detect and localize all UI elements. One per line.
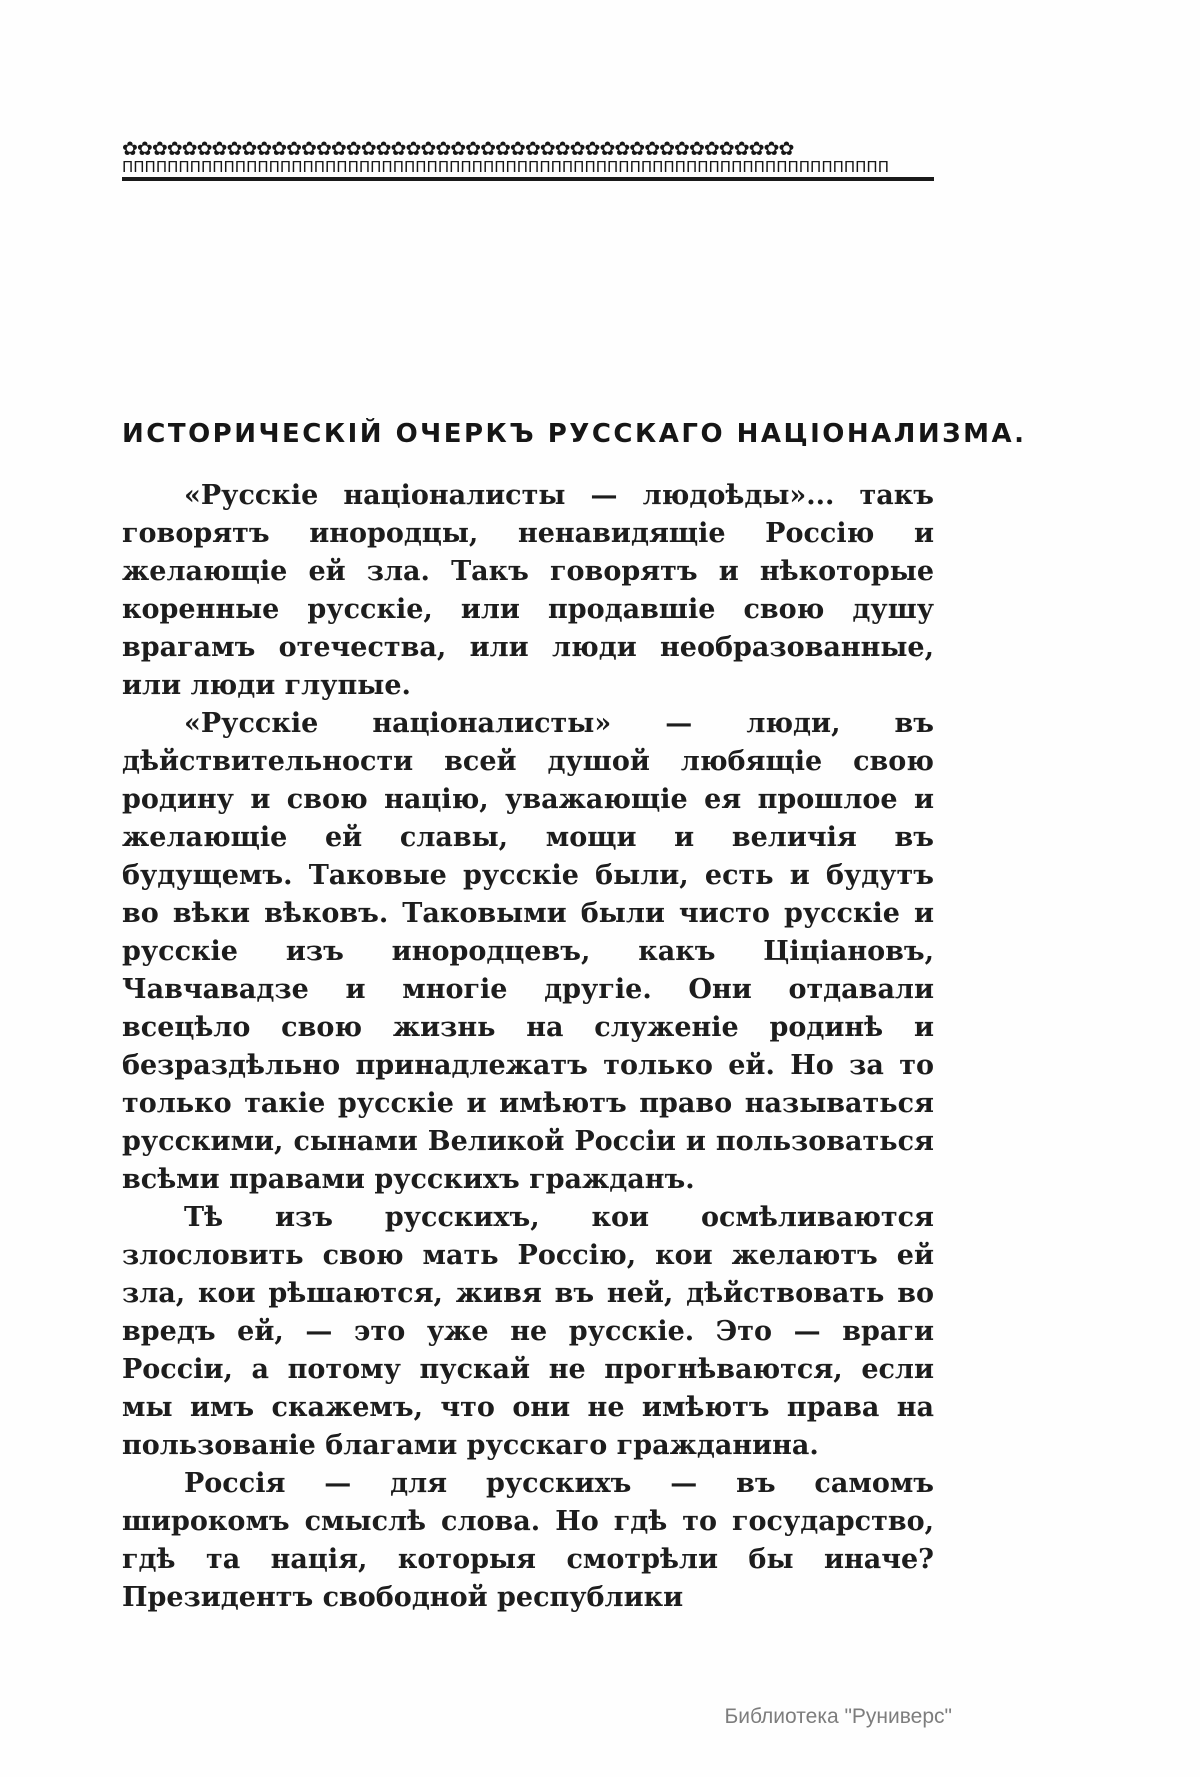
paragraph-2: «Русскіе націоналисты» — люди, въ дѣйствительности всей душой любящіе свою родину и свою націю, уважающіе ея прошлое и желающіе ей славы, мощи и величія въ будущемъ. Таковые русскіе были, есть и будутъ во вѣки вѣковъ. Таковыми были чисто русскіе и русскіе изъ инородцевъ, какъ Ціціановъ, Чавчавадзе и многіе другіе. Они отдавали всецѣло свою жизнь на служеніе родинѣ и безраздѣльно принадлежатъ только ей. Но за то только такіе русскіе и имѣютъ право называться русскими, сынами Великой Россіи и пользоваться всѣми правами русскихъ гражданъ. bbox=[122, 708, 934, 1195]
ornament-border bbox=[122, 138, 934, 181]
ornament-rosette-row-icon: ✿✿✿✿✿✿✿✿✿✿✿✿✿✿✿✿✿✿✿✿✿✿✿✿✿✿✿✿✿✿✿✿✿✿✿✿✿✿✿✿✿✿✿✿✿ bbox=[122, 138, 794, 160]
page-title: ИСТОРИЧЕСКІЙ ОЧЕРКЪ РУССКАГО НАЦІОНАЛИЗМА. bbox=[122, 419, 1027, 449]
paragraph-1: «Русскіе націоналисты — людоѣды»... такъ говорятъ инородцы, ненавидящіе Россію и желающіе ей зла. Такъ говорятъ и нѣкоторые коренные русскіе, или продавшіе свою душу врагамъ отечества, или люди необразованные, или люди глупые. bbox=[122, 480, 934, 701]
ornament-column-row-icon: ΠΠΠΠΠΠΠΠΠΠΠΠΠΠΠΠΠΠΠΠΠΠΠΠΠΠΠΠΠΠΠΠΠΠΠΠΠΠΠΠΠΠΠΠΠΠΠΠΠΠΠΠΠΠΠΠΠΠΠΠΠΠΠΠΠΠΠΠ bbox=[122, 160, 934, 181]
body-text-block bbox=[122, 477, 934, 1617]
library-watermark: Библиотека "Руниверс" bbox=[724, 1705, 952, 1728]
paragraph-3: Тѣ изъ русскихъ, кои осмѣливаются злословить свою мать Россію, кои желаютъ ей зла, кои рѣшаются, живя въ ней, дѣйствовать во вредъ ей, — это уже не русскіе. Это — враги Россіи, а потому пускай не прогнѣваются, если мы имъ скажемъ, что они не имѣютъ права на пользованіе благами русскаго гражданина. bbox=[122, 1202, 934, 1461]
page-content bbox=[122, 138, 1027, 1617]
paragraph-4: Россія — для русскихъ — въ самомъ широкомъ смыслѣ слова. Но гдѣ то государство, гдѣ та нація, которыя смотрѣли бы иначе? Президентъ свободной республики bbox=[122, 1468, 934, 1613]
